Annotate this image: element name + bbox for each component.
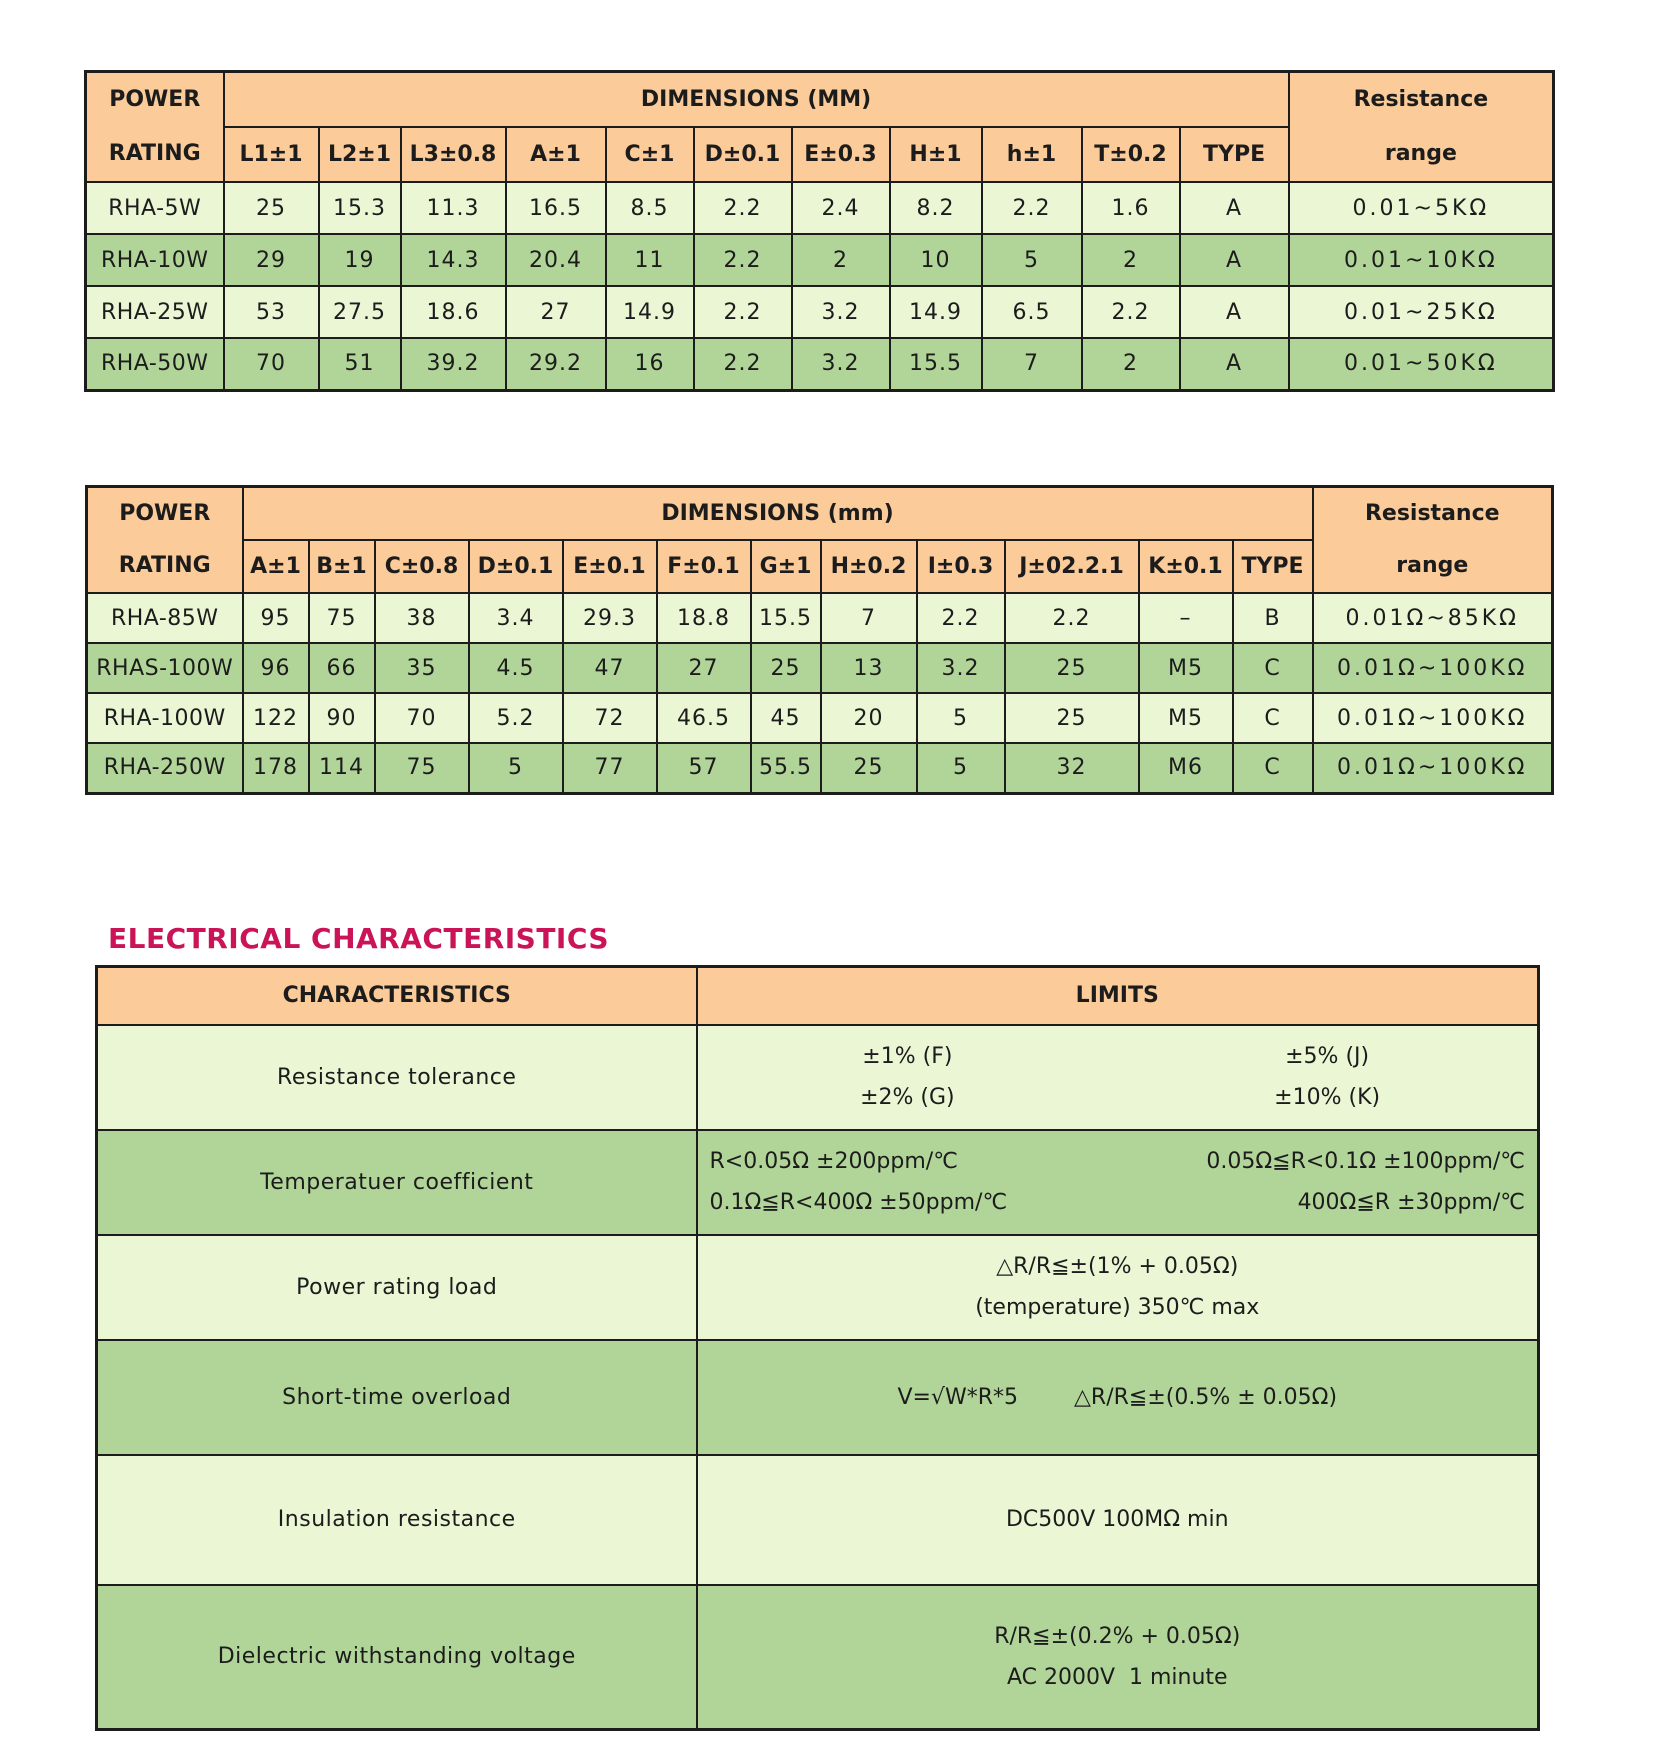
dim-value-cell: 2: [792, 234, 890, 286]
dim-value-cell: 38: [375, 593, 469, 643]
limit-value: ±1% (F): [862, 1044, 953, 1069]
power-rating-cell: RHA-250W: [87, 743, 243, 793]
limit-value: ±5% (J): [1285, 1044, 1370, 1069]
dim-value-cell: 77: [563, 743, 657, 793]
dimensions-header-cell: DIMENSIONS (mm): [243, 487, 1313, 540]
column-header: D±0.1: [469, 540, 563, 593]
table-row: [97, 1340, 1539, 1455]
dim-value-cell: 2.2: [694, 338, 792, 390]
dim-value-cell: 10: [890, 234, 982, 286]
characteristic-name-cell: Temperatuer coefficient: [97, 1130, 697, 1235]
resistance-range-cell: 0.01Ω~100KΩ: [1313, 693, 1553, 743]
characteristic-name-cell: Insulation resistance: [97, 1455, 697, 1585]
type-cell: A: [1180, 234, 1289, 286]
limit-value: R<0.05Ω ±200ppm/℃: [709, 1149, 958, 1174]
dim-value-cell: 5.2: [469, 693, 563, 743]
limit-value: ±10% (K): [1274, 1085, 1381, 1110]
dim-value-cell: 3.2: [792, 338, 890, 390]
dim-value-cell: 14.9: [606, 286, 694, 338]
dim-value-cell: 27.5: [319, 286, 401, 338]
dim-value-cell: 29.2: [506, 338, 606, 390]
dim-value-cell: 4.5: [469, 643, 563, 693]
dimensions-header-cell: DIMENSIONS (MM): [224, 72, 1289, 127]
dim-value-cell: 95: [243, 593, 309, 643]
limits-header-cell: LIMITS: [697, 967, 1539, 1025]
dim-value-cell: 2.2: [982, 182, 1082, 234]
resistance-range-header-cell: [1313, 487, 1553, 594]
dim-value-cell: 75: [309, 593, 375, 643]
dim-value-cell: 29: [224, 234, 319, 286]
characteristics-header-cell: CHARACTERISTICS: [97, 967, 697, 1025]
electrical-characteristics-title: ELECTRICAL CHARACTERISTICS: [108, 922, 610, 955]
limits-cell: [697, 1025, 1539, 1130]
dim-value-cell: 2: [1082, 338, 1180, 390]
dim-value-cell: M6: [1139, 743, 1233, 793]
dim-value-cell: 2.2: [694, 182, 792, 234]
dim-value-cell: 39.2: [401, 338, 506, 390]
limits-cell: [697, 1235, 1539, 1340]
dim-value-cell: 15.5: [890, 338, 982, 390]
power-label: POWER: [119, 501, 211, 526]
dim-value-cell: 2.4: [792, 182, 890, 234]
column-header: T±0.2: [1082, 127, 1180, 182]
dim-value-cell: 90: [309, 693, 375, 743]
power-rating-cell: RHA-25W: [86, 286, 224, 338]
limits-cell: [697, 1455, 1539, 1585]
column-header: C±0.8: [375, 540, 469, 593]
limit-value: ±2% (G): [860, 1085, 955, 1110]
dim-value-cell: 25: [1005, 693, 1139, 743]
limits-cell: [697, 1340, 1539, 1455]
dim-value-cell: 57: [657, 743, 751, 793]
type-cell: A: [1180, 182, 1289, 234]
dim-value-cell: 53: [224, 286, 319, 338]
dim-value-cell: 46.5: [657, 693, 751, 743]
resistance-range-cell: 0.01Ω~85KΩ: [1313, 593, 1553, 643]
resistance-label: Resistance: [1353, 87, 1489, 112]
dim-value-cell: 51: [319, 338, 401, 390]
resistance-range-cell: 0.01~25KΩ: [1289, 286, 1554, 338]
characteristic-name-cell: Short-time overload: [97, 1340, 697, 1455]
column-header: L3±0.8: [401, 127, 506, 182]
dim-value-cell: 2.2: [694, 234, 792, 286]
dim-value-cell: 14.3: [401, 234, 506, 286]
resistance-range-cell: 0.01Ω~100KΩ: [1313, 643, 1553, 693]
rating-label: RATING: [118, 553, 211, 578]
dim-value-cell: 2.2: [1082, 286, 1180, 338]
table-row: [97, 1130, 1539, 1235]
column-header: h±1: [982, 127, 1082, 182]
dim-value-cell: –: [1139, 593, 1233, 643]
dim-value-cell: 5: [982, 234, 1082, 286]
dim-value-cell: 25: [224, 182, 319, 234]
limits-cell: [697, 1130, 1539, 1235]
column-header: B±1: [309, 540, 375, 593]
column-header: H±0.2: [821, 540, 917, 593]
type-cell: A: [1180, 286, 1289, 338]
table-row: [87, 593, 1553, 643]
dim-value-cell: 75: [375, 743, 469, 793]
dim-value-cell: 15.3: [319, 182, 401, 234]
characteristic-name-cell: Power rating load: [97, 1235, 697, 1340]
type-cell: C: [1233, 743, 1313, 793]
column-header: A±1: [506, 127, 606, 182]
column-header: L2±1: [319, 127, 401, 182]
column-header: TYPE: [1180, 127, 1289, 182]
dim-value-cell: 8.5: [606, 182, 694, 234]
column-header: G±1: [751, 540, 821, 593]
power-rating-cell: RHA-50W: [86, 338, 224, 390]
dim-value-cell: 32: [1005, 743, 1139, 793]
dimensions-table-type-a: [84, 70, 1555, 392]
limit-value: AC 2000V 1 minute: [1006, 1664, 1228, 1690]
dim-value-cell: 55.5: [751, 743, 821, 793]
table-row: [86, 234, 1554, 286]
resistance-range-cell: 0.01Ω~100KΩ: [1313, 743, 1553, 793]
limit-value: R/R≦±(0.2% + 0.05Ω): [994, 1623, 1241, 1649]
limit-value: V=√W*R*5: [897, 1384, 1018, 1410]
dim-value-cell: 5: [917, 693, 1005, 743]
dim-value-cell: 11.3: [401, 182, 506, 234]
table-row: [97, 1025, 1539, 1130]
dim-value-cell: 29.3: [563, 593, 657, 643]
table-row: [97, 1235, 1539, 1340]
dim-value-cell: 5: [469, 743, 563, 793]
dim-value-cell: 70: [375, 693, 469, 743]
dim-value-cell: 13: [821, 643, 917, 693]
column-header: TYPE: [1233, 540, 1313, 593]
dim-value-cell: 178: [243, 743, 309, 793]
column-header: K±0.1: [1139, 540, 1233, 593]
dim-value-cell: 2.2: [1005, 593, 1139, 643]
dim-value-cell: 25: [821, 743, 917, 793]
dim-value-cell: 7: [821, 593, 917, 643]
dim-value-cell: 1.6: [1082, 182, 1180, 234]
dim-value-cell: 5: [917, 743, 1005, 793]
dim-value-cell: 27: [657, 643, 751, 693]
column-header: A±1: [243, 540, 309, 593]
column-header: E±0.3: [792, 127, 890, 182]
dim-value-cell: 66: [309, 643, 375, 693]
dim-value-cell: 20.4: [506, 234, 606, 286]
dim-value-cell: 122: [243, 693, 309, 743]
dim-value-cell: 27: [506, 286, 606, 338]
column-header: F±0.1: [657, 540, 751, 593]
dim-value-cell: 16.5: [506, 182, 606, 234]
dimensions-table-type-bc: [85, 485, 1554, 795]
dim-value-cell: 7: [982, 338, 1082, 390]
power-rating-cell: RHA-85W: [87, 593, 243, 643]
dim-value-cell: 3.2: [917, 643, 1005, 693]
dim-value-cell: 3.2: [792, 286, 890, 338]
limit-value: (temperature) 350℃ max: [975, 1295, 1260, 1320]
table-row: [97, 1455, 1539, 1585]
rating-label: RATING: [108, 141, 201, 166]
dim-value-cell: 35: [375, 643, 469, 693]
limit-value: △R/R≦±(1% + 0.05Ω): [996, 1254, 1239, 1279]
dim-value-cell: 6.5: [982, 286, 1082, 338]
limits-cell: [697, 1585, 1539, 1730]
dim-value-cell: 18.6: [401, 286, 506, 338]
power-label: POWER: [109, 87, 201, 112]
dim-value-cell: 3.4: [469, 593, 563, 643]
dim-value-cell: 15.5: [751, 593, 821, 643]
resistance-range-header-cell: [1289, 72, 1554, 183]
table-row: [86, 286, 1554, 338]
column-header: J±02.2.1: [1005, 540, 1139, 593]
limit-value: 0.1Ω≦R<400Ω ±50ppm/℃: [709, 1190, 1008, 1215]
resistance-range-cell: 0.01~10KΩ: [1289, 234, 1554, 286]
dim-value-cell: 2.2: [694, 286, 792, 338]
dim-value-cell: 25: [1005, 643, 1139, 693]
power-rating-cell: RHA-100W: [87, 693, 243, 743]
range-label: range: [1396, 553, 1469, 578]
dim-value-cell: M5: [1139, 643, 1233, 693]
column-header: E±0.1: [563, 540, 657, 593]
power-rating-cell: RHAS-100W: [87, 643, 243, 693]
dim-value-cell: 16: [606, 338, 694, 390]
table-row: [86, 338, 1554, 390]
column-header: L1±1: [224, 127, 319, 182]
dim-value-cell: 47: [563, 643, 657, 693]
characteristic-name-cell: Dielectric withstanding voltage: [97, 1585, 697, 1730]
table-row: [87, 743, 1553, 793]
power-rating-cell: RHA-5W: [86, 182, 224, 234]
power-rating-cell: RHA-10W: [86, 234, 224, 286]
dim-value-cell: 11: [606, 234, 694, 286]
dim-value-cell: 45: [751, 693, 821, 743]
table-row: [87, 693, 1553, 743]
dim-value-cell: 25: [751, 643, 821, 693]
column-header: I±0.3: [917, 540, 1005, 593]
column-header: D±0.1: [694, 127, 792, 182]
dim-value-cell: 96: [243, 643, 309, 693]
resistance-range-cell: 0.01~5KΩ: [1289, 182, 1554, 234]
limit-value: △R/R≦±(0.5% ± 0.05Ω): [1074, 1384, 1338, 1410]
dim-value-cell: 20: [821, 693, 917, 743]
dim-value-cell: 2.2: [917, 593, 1005, 643]
column-header: C±1: [606, 127, 694, 182]
dim-value-cell: 2: [1082, 234, 1180, 286]
type-cell: C: [1233, 693, 1313, 743]
characteristic-name-cell: Resistance tolerance: [97, 1025, 697, 1130]
dim-value-cell: 114: [309, 743, 375, 793]
type-cell: B: [1233, 593, 1313, 643]
electrical-characteristics-table: [95, 965, 1540, 1731]
dim-value-cell: 14.9: [890, 286, 982, 338]
resistance-range-cell: 0.01~50KΩ: [1289, 338, 1554, 390]
dim-value-cell: 72: [563, 693, 657, 743]
dim-value-cell: 8.2: [890, 182, 982, 234]
table-row: [97, 1585, 1539, 1730]
limit-value: 400Ω≦R ±30ppm/℃: [1297, 1190, 1525, 1215]
table-row: [86, 182, 1554, 234]
limit-value: 0.05Ω≦R<0.1Ω ±100ppm/℃: [1206, 1149, 1525, 1174]
power-rating-header-cell: [86, 72, 224, 183]
limit-value: DC500V 100MΩ min: [1005, 1507, 1229, 1532]
type-cell: A: [1180, 338, 1289, 390]
resistance-label: Resistance: [1364, 501, 1500, 526]
table-row: [87, 643, 1553, 693]
power-rating-header-cell: [87, 487, 243, 594]
range-label: range: [1384, 141, 1457, 166]
dim-value-cell: M5: [1139, 693, 1233, 743]
dim-value-cell: 18.8: [657, 593, 751, 643]
dim-value-cell: 19: [319, 234, 401, 286]
type-cell: C: [1233, 643, 1313, 693]
column-header: H±1: [890, 127, 982, 182]
dim-value-cell: 70: [224, 338, 319, 390]
